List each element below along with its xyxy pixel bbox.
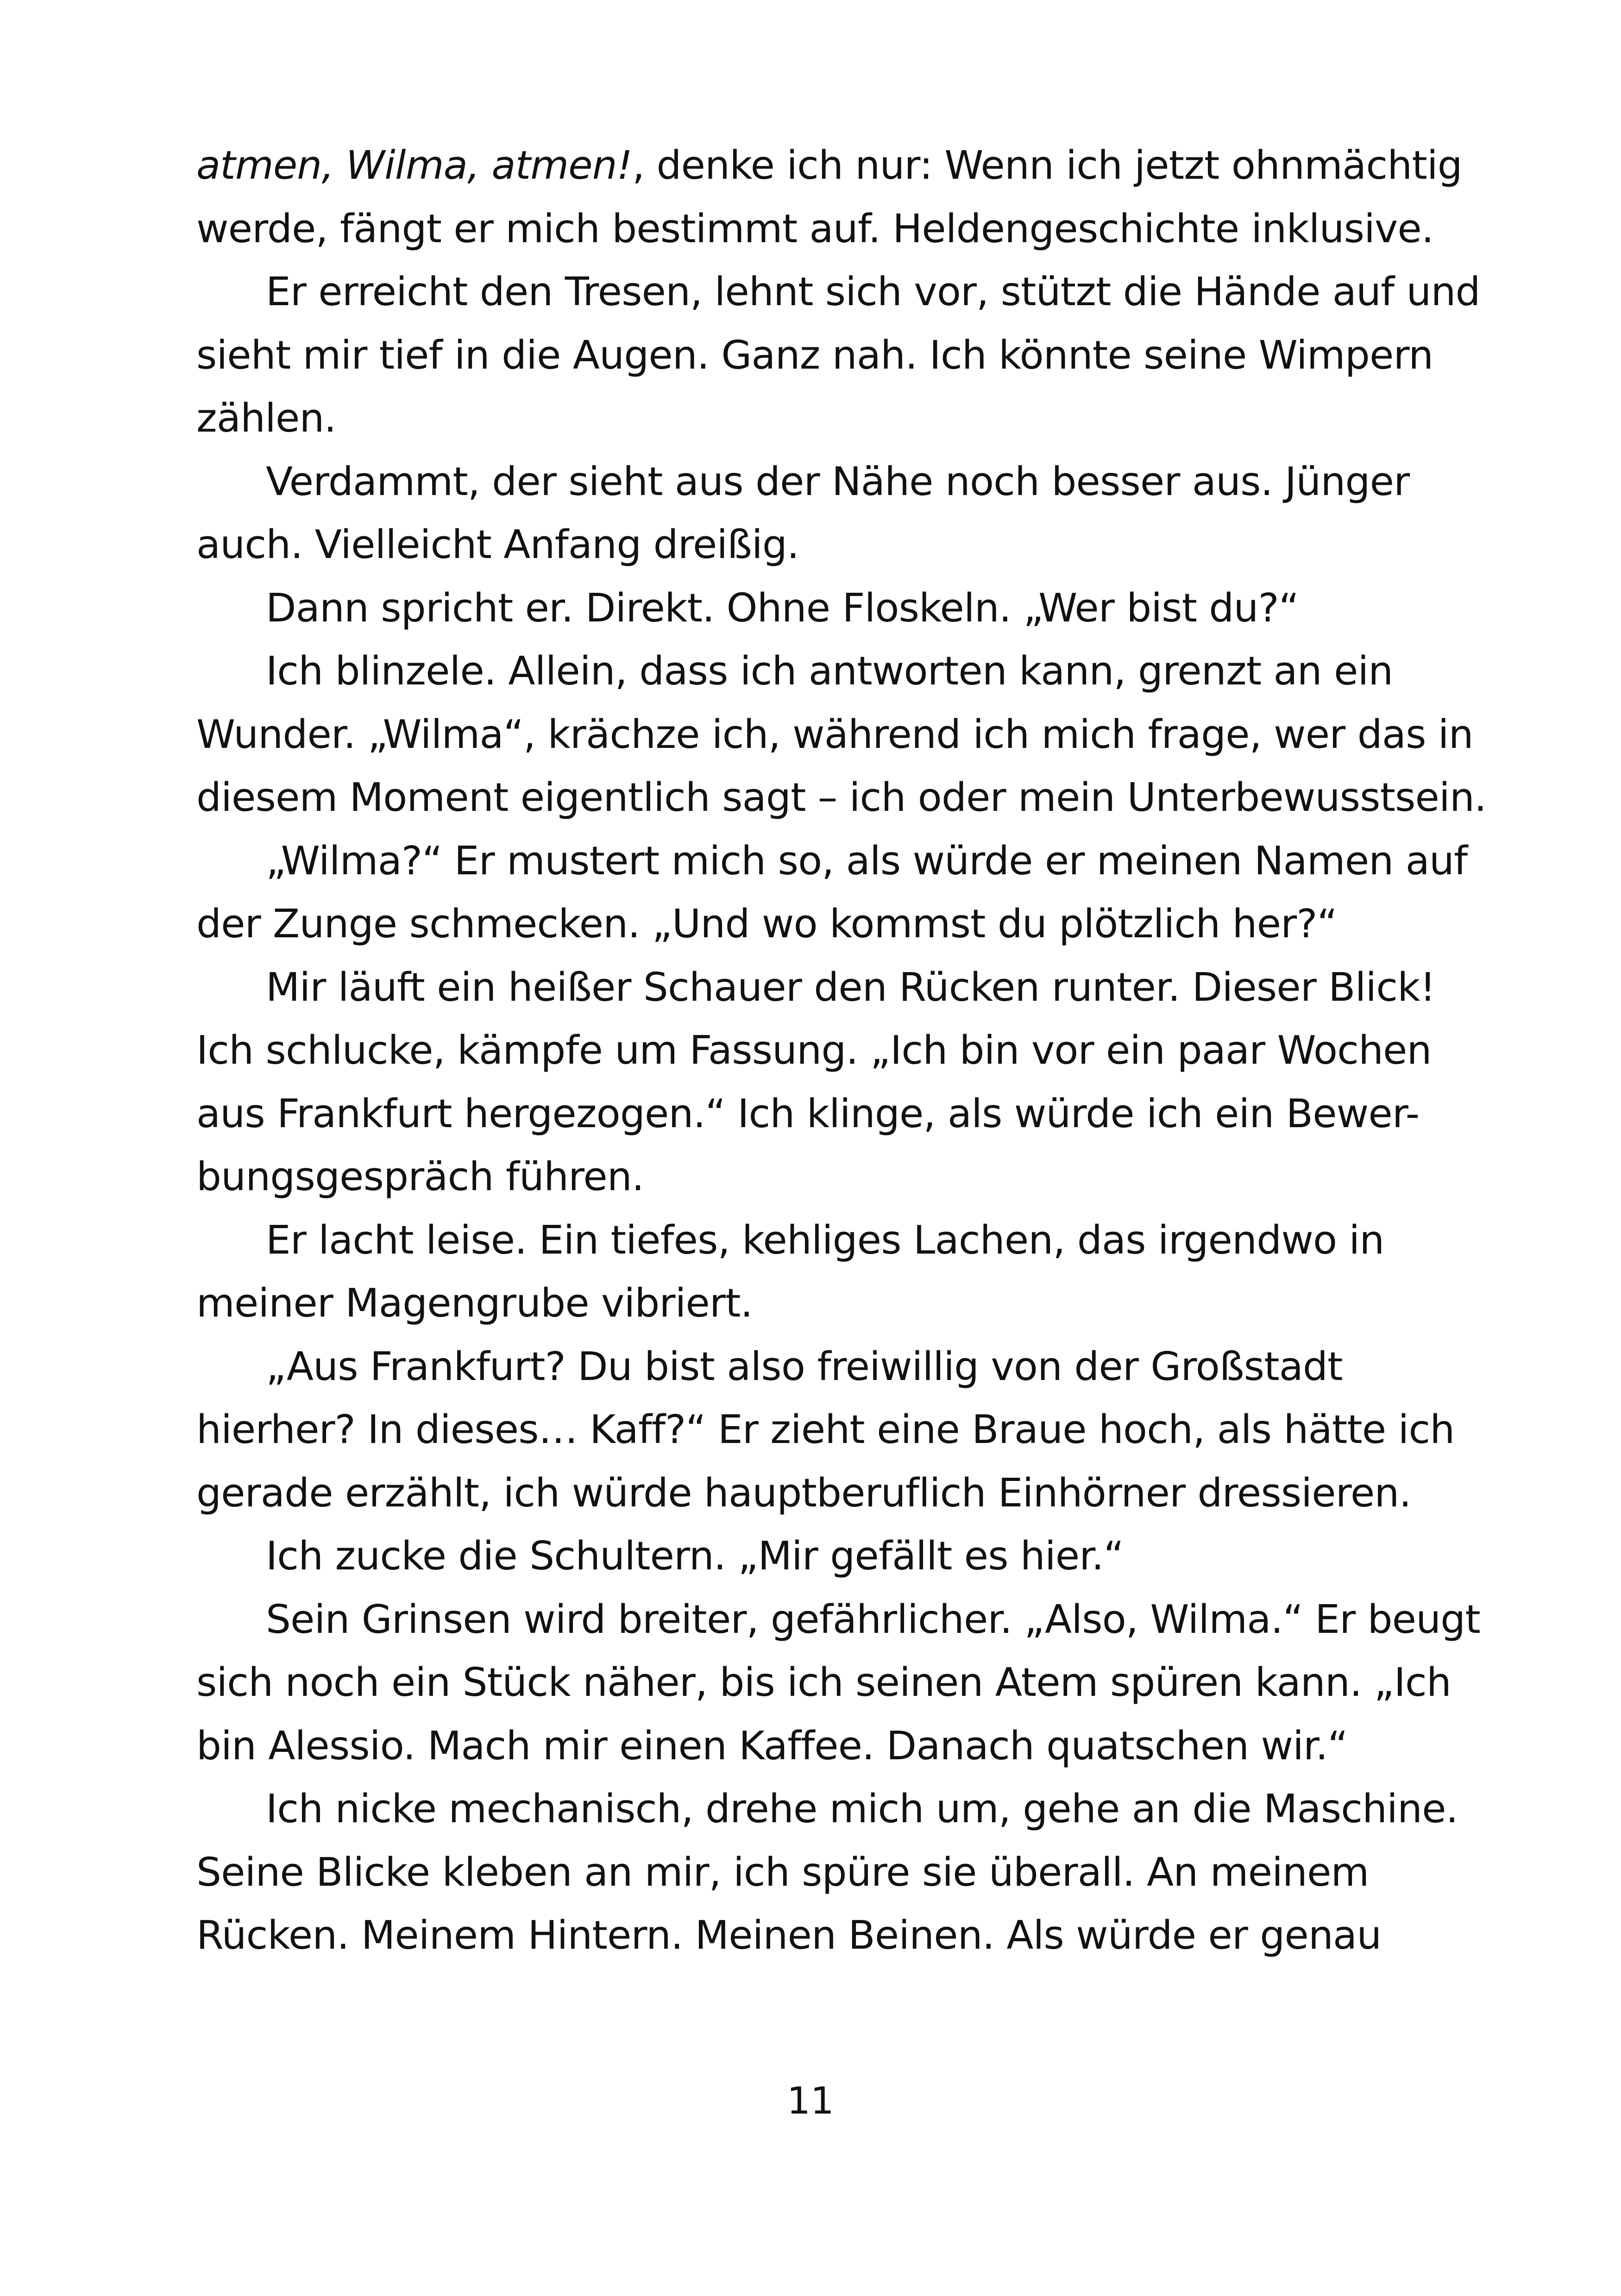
text-line: meiner Magengrube vibriert. bbox=[196, 1280, 753, 1326]
text-line: atmen, Wilma, atmen!, denke ich nur: Wenn ich jetzt ohnmächtig bbox=[196, 143, 1462, 188]
text-line: Er erreicht den Tresen, lehnt sich vor, stützt die Hände auf und bbox=[266, 269, 1480, 315]
text-line: Wunder. „Wilma“, krächze ich, während ich mich frage, wer das in bbox=[196, 711, 1473, 758]
text-line: Ich nicke mechanisch, drehe mich um, gehe an die Maschine. bbox=[266, 1786, 1458, 1832]
text-line: Sein Grinsen wird breiter, gefährlicher. „Also, Wilma.“ Er beugt bbox=[266, 1596, 1480, 1643]
text-line: Dann spricht er. Direkt. Ohne Floskeln. „Wer bist du?“ bbox=[266, 585, 1299, 631]
text-line: gerade erzählt, ich würde hauptberuflich Einhörner dressieren. bbox=[196, 1470, 1411, 1516]
text-line: bungsgespräch führen. bbox=[196, 1154, 644, 1200]
text-line: der Zunge schmecken. „Und wo kommst du plötzlich her?“ bbox=[196, 901, 1337, 947]
text-line: Rücken. Meinem Hintern. Meinen Beinen. Als würde er genau bbox=[196, 1913, 1382, 1958]
body-text bbox=[196, 134, 1487, 1968]
page-number: 11 bbox=[787, 2079, 834, 2122]
text-line: aus Frankfurt hergezogen.“ Ich klinge, als würde ich ein Bewer- bbox=[196, 1091, 1420, 1137]
text-line: auch. Vielleicht Anfang dreißig. bbox=[196, 522, 799, 568]
text-line: Ich zucke die Schultern. „Mir gefällt es hier.“ bbox=[266, 1533, 1124, 1579]
text-line: hierher? In dieses… Kaff?“ Er zieht eine Braue hoch, als hätte ich bbox=[196, 1407, 1455, 1453]
text-line: sich noch ein Stück näher, bis ich seinen Atem spüren kann. „Ich bbox=[196, 1660, 1451, 1706]
text-line: Verdammt, der sieht aus der Nähe noch besser aus. Jünger bbox=[266, 458, 1410, 505]
italic-phrase: atmen, Wilma, atmen! bbox=[196, 143, 633, 188]
text-line: „Aus Frankfurt? Du bist also freiwillig von der Großstadt bbox=[266, 1343, 1343, 1390]
text-line: Ich schlucke, kämpfe um Fassung. „Ich bin vor ein paar Wochen bbox=[196, 1028, 1432, 1073]
text-line: sieht mir tief in die Augen. Ganz nah. Ich könnte seine Wimpern bbox=[196, 332, 1433, 378]
text-line: Mir läuft ein heißer Schauer den Rücken runter. Dieser Blick! bbox=[266, 964, 1435, 1010]
text-line: „Wilma?“ Er mustert mich so, als würde er meinen Namen auf bbox=[266, 838, 1468, 884]
text-line: Seine Blicke kleben an mir, ich spüre sie überall. An meinem bbox=[196, 1849, 1369, 1895]
text-line: bin Alessio. Mach mir einen Kaffee. Danach quatschen wir.“ bbox=[196, 1723, 1348, 1769]
text-line: zählen. bbox=[196, 395, 336, 441]
text-line: Ich blinzele. Allein, dass ich antworten kann, grenzt an ein bbox=[266, 648, 1393, 694]
text-line: Er lacht leise. Ein tiefes, kehliges Lachen, das irgendwo in bbox=[266, 1217, 1384, 1263]
text-line: werde, fängt er mich bestimmt auf. Heldengeschichte inklusive. bbox=[196, 206, 1434, 252]
text-line: diesem Moment eigentlich sagt – ich oder mein Unterbewusstsein. bbox=[196, 775, 1487, 821]
